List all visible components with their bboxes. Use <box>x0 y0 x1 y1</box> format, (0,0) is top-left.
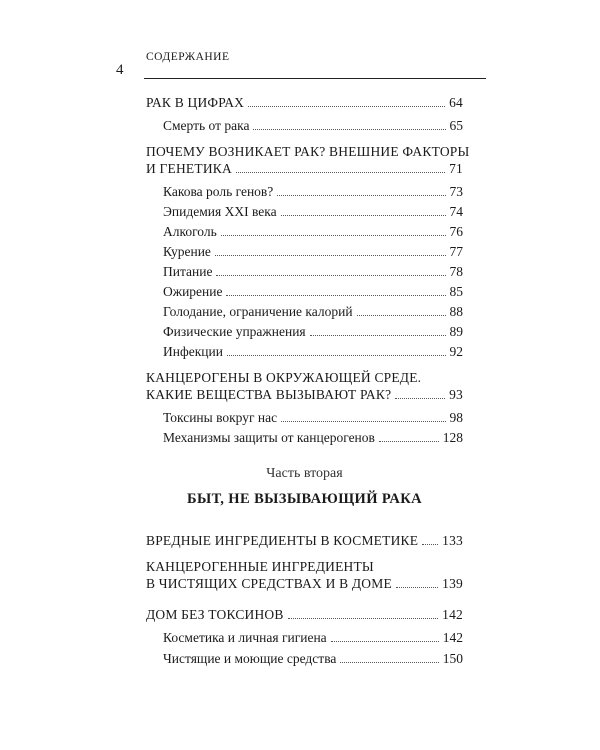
toc-entry <box>163 263 463 280</box>
toc-chapter-title: РАК В ЦИФРАХ <box>146 95 245 110</box>
toc-leader-dots <box>277 195 445 196</box>
toc-page-number: 133 <box>442 533 463 548</box>
toc-entry-title: Алкоголь <box>163 224 217 239</box>
toc-page-number: 98 <box>449 410 463 425</box>
toc-page-number: 74 <box>449 204 463 219</box>
toc-entry <box>163 429 463 446</box>
toc-entry-title: Физические упражнения <box>163 324 306 339</box>
toc-chapter-title: КАКИЕ ВЕЩЕСТВА ВЫЗЫВАЮТ РАК? <box>146 387 392 402</box>
toc-entry <box>163 409 463 426</box>
toc-chapter-title: ВРЕДНЫЕ ИНГРЕДИЕНТЫ В КОСМЕТИКЕ <box>146 533 419 548</box>
toc-entry-title: Ожирение <box>163 284 223 299</box>
toc-leader-dots <box>215 255 446 256</box>
toc-entry-title: Инфекции <box>163 344 223 359</box>
toc-chapter-title-line1: ПОЧЕМУ ВОЗНИКАЕТ РАК? ВНЕШНИЕ ФАКТОРЫ <box>146 144 470 159</box>
toc-page-number: 77 <box>449 244 463 259</box>
toc-leader-dots <box>281 215 446 216</box>
header-rule <box>144 78 486 79</box>
toc-chapter <box>146 386 463 403</box>
toc-page-number: 73 <box>449 184 463 199</box>
toc-chapter-title: ДОМ БЕЗ ТОКСИНОВ <box>146 607 284 622</box>
toc-entry <box>163 343 463 360</box>
toc-entry-title: Механизмы защиты от канцерогенов <box>163 430 375 445</box>
page-number: 4 <box>116 62 124 78</box>
toc-entry-title: Токсины вокруг нас <box>163 410 278 425</box>
toc-chapter-title: В ЧИСТЯЩИХ СРЕДСТВАХ И В ДОМЕ <box>146 576 392 591</box>
toc-leader-dots <box>422 544 438 545</box>
toc-entry-title: Какова роль генов? <box>163 184 274 199</box>
toc-page-number: 142 <box>442 607 463 622</box>
toc-entry <box>163 283 463 300</box>
toc-entry-title: Голодание, ограничение калорий <box>163 304 353 319</box>
toc-leader-dots <box>379 441 439 442</box>
toc-page-number: 92 <box>449 344 463 359</box>
part-title: БЫТ, НЕ ВЫЗЫВАЮЩИЙ РАКА <box>187 491 422 507</box>
toc-page-number: 78 <box>449 264 463 279</box>
toc-entry-title: Косметика и личная гигиена <box>163 630 327 645</box>
toc-entry <box>163 117 463 134</box>
toc-leader-dots <box>221 235 446 236</box>
toc-leader-dots <box>357 315 446 316</box>
toc-entry <box>163 203 463 220</box>
toc-leader-dots <box>340 662 438 663</box>
toc-page-number: 76 <box>449 224 463 239</box>
toc-page-number: 150 <box>442 651 463 666</box>
toc-page-number: 89 <box>449 324 463 339</box>
toc-chapter <box>146 160 463 177</box>
toc-leader-dots <box>288 618 439 619</box>
toc-entry <box>163 650 463 667</box>
part-label: Часть вторая <box>266 466 343 481</box>
toc-leader-dots <box>253 129 445 130</box>
toc-leader-dots <box>331 641 439 642</box>
toc-entry <box>163 629 463 646</box>
toc-chapter-title-line1: КАНЦЕРОГЕННЫЕ ИНГРЕДИЕНТЫ <box>146 559 374 574</box>
toc-leader-dots <box>216 275 445 276</box>
toc-entry <box>163 303 463 320</box>
toc-entry-title: Эпидемия XXI века <box>163 204 277 219</box>
toc-entry-title: Смерть от рака <box>163 118 250 133</box>
toc-entry <box>163 183 463 200</box>
toc-page-number: 93 <box>449 387 463 402</box>
toc-chapter <box>146 575 463 592</box>
toc-leader-dots <box>395 398 445 399</box>
running-header: СОДЕРЖАНИЕ <box>146 51 230 63</box>
toc-leader-dots <box>310 335 446 336</box>
toc-page-number: 71 <box>449 161 463 176</box>
toc-chapter <box>146 606 463 623</box>
toc-leader-dots <box>396 587 438 588</box>
toc-page-number: 64 <box>449 95 463 110</box>
toc-entry <box>163 243 463 260</box>
toc-chapter-title-line1: КАНЦЕРОГЕНЫ В ОКРУЖАЮЩЕЙ СРЕДЕ. <box>146 370 422 385</box>
toc-entry-title: Питание <box>163 264 213 279</box>
toc-chapter <box>146 532 463 549</box>
toc-entry-title: Курение <box>163 244 211 259</box>
toc-entry <box>163 223 463 240</box>
toc-leader-dots <box>248 106 445 107</box>
toc-chapter-title: И ГЕНЕТИКА <box>146 161 232 176</box>
toc-leader-dots <box>236 172 445 173</box>
toc-page-number: 85 <box>449 284 463 299</box>
toc-leader-dots <box>227 355 446 356</box>
toc-entry-title: Чистящие и моющие средства <box>163 651 337 666</box>
toc-page-number: 128 <box>442 430 463 445</box>
toc-page-number: 65 <box>449 118 463 133</box>
toc-leader-dots <box>226 295 445 296</box>
toc-page-number: 142 <box>442 630 463 645</box>
toc-entry <box>163 323 463 340</box>
toc-chapter <box>146 94 463 111</box>
toc-leader-dots <box>281 421 445 422</box>
toc-page-number: 88 <box>449 304 463 319</box>
toc-page-number: 139 <box>442 576 463 591</box>
